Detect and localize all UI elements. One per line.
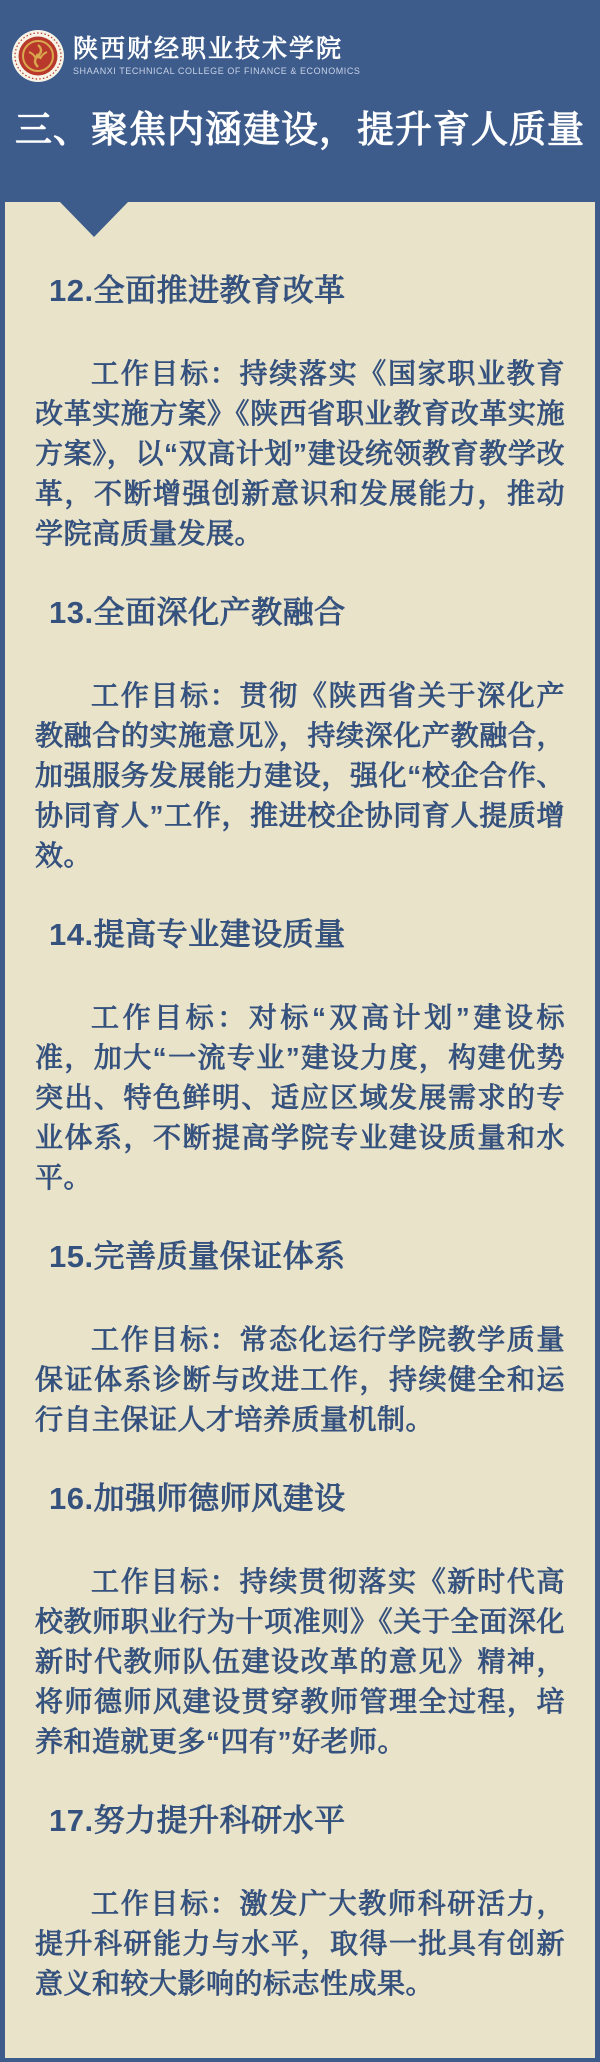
section-14-heading: 14.提高专业建设质量 xyxy=(49,917,346,952)
section-17-body: 工作目标：激发广大教师科研活力，提升科研能力与水平，取得一批具有创新意义和较大影响的标志性成果。 xyxy=(35,1888,565,1999)
section-16 xyxy=(35,1476,565,1762)
section-16-heading: 16.加强师德师风建设 xyxy=(49,1481,346,1516)
college-brand xyxy=(12,30,360,82)
section-17 xyxy=(35,1798,565,2004)
college-name-cn: 陕西财经职业技术学院 xyxy=(73,35,344,63)
section-12-body: 工作目标：持续落实《国家职业教育改革实施方案》《陕西省职业教育改革实施方案》，以“双高计划”建设统领教育教学改革，不断增强创新意识和发展能力，推动学院高质量发展。 xyxy=(35,358,565,549)
page-header xyxy=(0,0,600,202)
section-13 xyxy=(35,590,565,876)
college-name-block xyxy=(73,36,360,77)
section-15-heading: 15.完善质量保证体系 xyxy=(49,1239,346,1274)
section-16-body: 工作目标：持续贯彻落实《新时代高校教师职业行为十项准则》《关于全面深化新时代教师队伍建设改革的意见》精神，将师德师风建设贯穿教师管理全过程，培养和造就更多“四有”好老师。 xyxy=(35,1566,565,1757)
section-14 xyxy=(35,912,565,1198)
section-15-body: 工作目标：常态化运行学院教学质量保证体系诊断与改进工作，持续健全和运行自主保证人才培养质量机制。 xyxy=(35,1324,565,1435)
page-title: 三、聚焦内涵建设，提升育人质量 xyxy=(15,109,585,150)
notch-triangle-icon xyxy=(60,202,128,237)
section-13-heading: 13.全面深化产教融合 xyxy=(49,595,346,630)
content-panel xyxy=(5,202,595,2058)
section-13-body: 工作目标：贯彻《陕西省关于深化产教融合的实施意见》，持续深化产教融合，加强服务发展能力建设，强化“校企合作、协同育人”工作，推进校企协同育人提质增效。 xyxy=(35,680,565,871)
section-15 xyxy=(35,1234,565,1440)
college-name-en: SHAANXI TECHNICAL COLLEGE OF FINANCE & ECONOMICS xyxy=(73,65,361,76)
section-14-body: 工作目标：对标“双高计划”建设标准，加大“一流专业”建设力度，构建优势突出、特色鲜明、适应区域发展需求的专业体系，不断提高学院专业建设质量和水平。 xyxy=(35,1002,565,1193)
section-12 xyxy=(35,268,565,554)
section-12-heading: 12.全面推进教育改革 xyxy=(49,273,346,308)
section-17-heading: 17.努力提升科研水平 xyxy=(49,1803,346,1838)
college-seal-icon xyxy=(12,30,64,82)
